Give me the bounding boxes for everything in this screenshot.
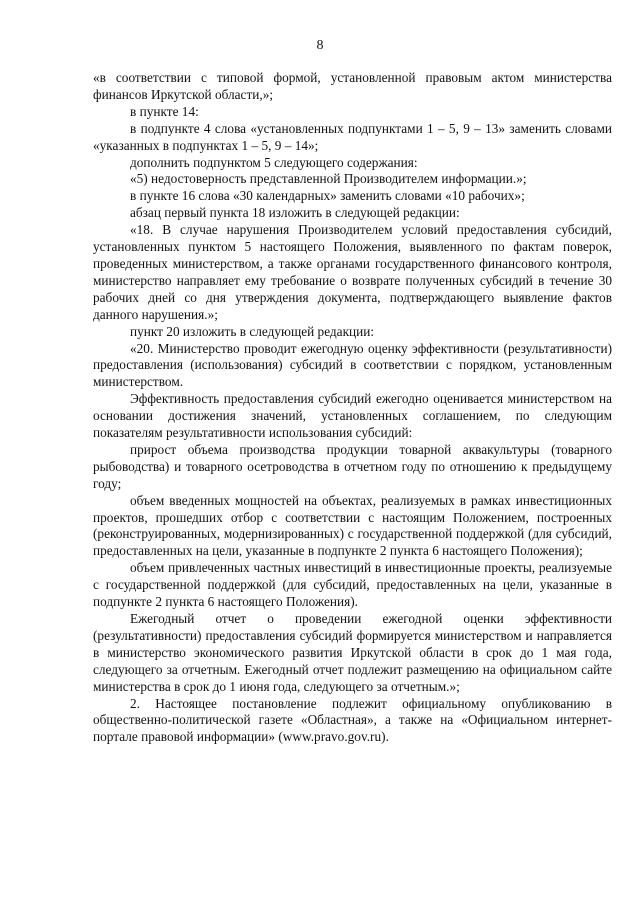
paragraph: в пункте 14: bbox=[130, 103, 199, 119]
paragraph: пункт 20 изложить в следующей редакции: bbox=[130, 323, 375, 339]
paragraph: 2. Настоящее постановление подлежит официальному опубликованию в общественно-политической газете «Областная», а также на «Официальном интернет-портале правовой информации» (www.pravo.gov.ru). bbox=[93, 695, 612, 745]
paragraph: объем привлеченных частных инвестиций в инвестиционные проекты, реализуемые с государственной поддержкой (для субсидий, предоставленных на цели, указанные в подпункте 2 пункта 6 настоящего Положения). bbox=[93, 560, 612, 610]
paragraph: Эффективность предоставления субсидий ежегодно оценивается министерством на основании достижения значений, установленных соглашением, по следующим показателям результативности использования субсидий: bbox=[93, 391, 612, 441]
paragraph: «18. В случае нарушения Производителем условий предоставления субсидий, установленных пунктом 5 настоящего Положения, выявленного по фактам поверок, проведенных министерством, а также органами государственного финансового контроля, министерство направляет ему требование о возврате полученных субсидий в течение 30 рабочих дней со дня утверждения документа, подтверждающего выявление фактов данного нарушения.»; bbox=[93, 222, 612, 322]
page-number: 8 bbox=[316, 38, 324, 53]
paragraph: «в соответствии с типовой формой, установленной правовым актом министерства финансов Иркутской области,»; bbox=[93, 70, 612, 102]
paragraph: в пункте 16 слова «30 календарных» заменить словами «10 рабочих»; bbox=[130, 188, 525, 204]
paragraph: дополнить подпунктом 5 следующего содержания: bbox=[130, 154, 418, 170]
document-body bbox=[93, 70, 612, 746]
paragraph: «5) недостоверность представленной Производителем информации.»; bbox=[130, 171, 527, 187]
paragraph: в подпункте 4 слова «установленных подпунктами 1 – 5, 9 – 13» заменить словами «указанных в подпунктах 1 – 5, 9 – 14»; bbox=[93, 120, 612, 153]
paragraph: Ежегодный отчет о проведении ежегодной оценки эффективности (результативности) предоставления субсидий формируется министерством и направляется в министерство экономического развития Иркутской области в срок до 1 мая года, следующего за отчетным. Ежегодный отчет подлежит размещению на официальном сайте министерства в срок до 1 июня года, следующего за отчетным.»; bbox=[93, 611, 612, 694]
paragraph: прирост объема производства продукции товарной аквакультуры (товарного рыбоводства) и товарного осетроводства в отчетном году по отношению к предыдущему году; bbox=[93, 441, 612, 491]
paragraph: объем введенных мощностей на объектах, реализуемых в рамках инвестиционных проектов, прошедших отбор с соответствии с настоящим Положением, построенных (реконструированных, модернизированных) с государственной поддержкой (для субсидий, предоставленных на цели, указанные в подпункте 2 пункта 6 настоящего Положения); bbox=[93, 492, 612, 559]
paragraph: абзац первый пункта 18 изложить в следующей редакции: bbox=[130, 205, 460, 221]
paragraph: «20. Министерство проводит ежегодную оценку эффективности (результативности) предоставления (использования) субсидий в соответствии с порядком, установленным министерством. bbox=[93, 340, 612, 390]
